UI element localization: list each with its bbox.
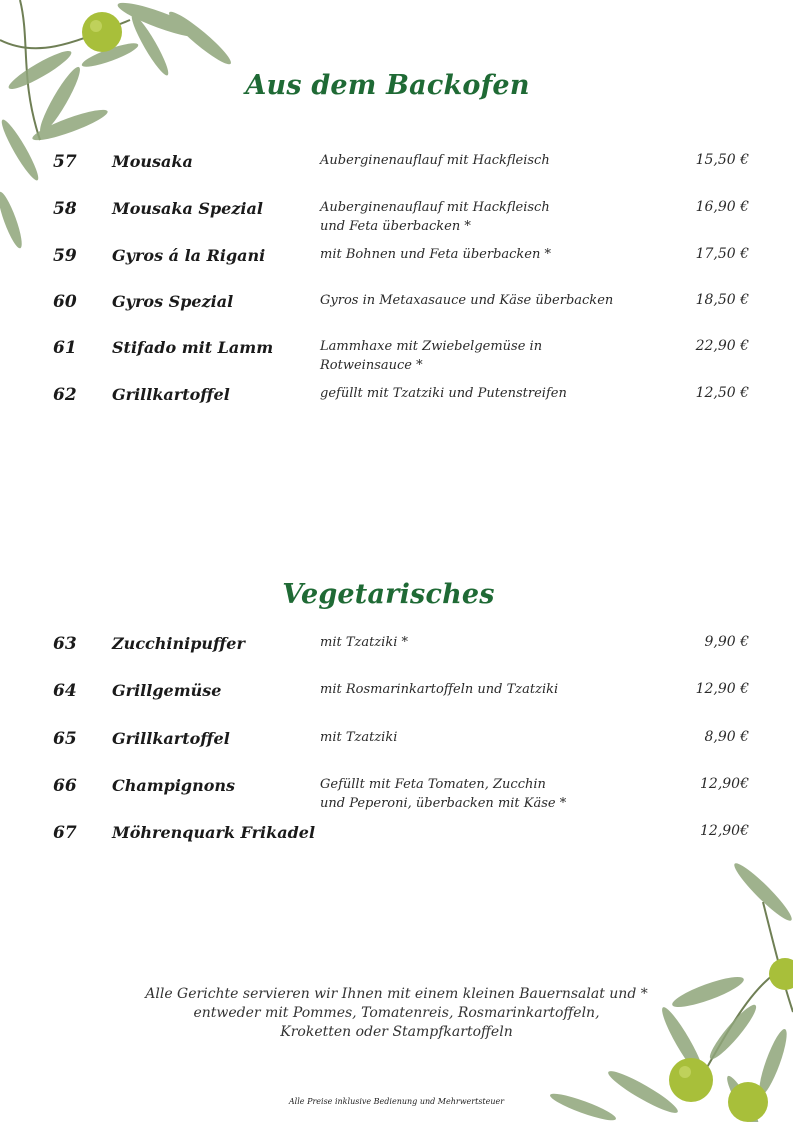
item-name: Mousaka [112,152,193,171]
item-name: Grillkartoffel [112,385,230,404]
item-price: 12,90 € [695,681,749,697]
item-name: Gyros á la Rigani [112,246,266,265]
item-number: 65 [53,729,77,749]
item-description-line2: und Peperoni, überbacken mit Käse * [320,796,567,811]
item-description: Gefüllt mit Feta Tomaten, Zucchin [320,777,546,792]
item-number: 62 [53,385,77,405]
item-number: 67 [53,823,77,843]
footnote-line: Alle Gerichte servieren wir Ihnen mit einem kleinen Bauernsalat und * [145,986,648,1002]
item-number: 63 [53,634,77,654]
footnote-line: entweder mit Pommes, Tomatenreis, Rosmarinkartoffeln, [193,1005,600,1021]
item-price: 12,90€ [700,776,749,792]
footnote-line: Kroketten oder Stampfkartoffeln [280,1024,513,1040]
item-name: Grillgemüse [112,681,222,700]
item-name: Zucchinipuffer [112,634,245,653]
item-description: mit Tzatziki [320,730,398,745]
item-number: 59 [53,246,77,266]
item-number: 64 [53,681,77,701]
item-description: gefüllt mit Tzatziki und Putenstreifen [320,386,567,401]
item-description: Auberginenauflauf mit Hackfleisch [320,200,550,215]
item-number: 60 [53,292,77,312]
item-price: 12,90€ [700,823,749,839]
item-price: 9,90 € [704,634,749,650]
item-price: 18,50 € [695,292,749,308]
item-number: 57 [53,152,77,172]
item-number: 58 [53,199,77,219]
item-name: Grillkartoffel [112,729,230,748]
item-description-line2: und Feta überbacken * [320,219,471,234]
item-description: Gyros in Metaxasauce und Käse überbacken [320,293,614,308]
item-name: Möhrenquark Frikadel [112,823,316,842]
item-name: Mousaka Spezial [112,199,263,218]
item-description: Lammhaxe mit Zwiebelgemüse in [320,339,543,354]
item-description: mit Tzatziki * [320,635,409,650]
item-price: 17,50 € [695,246,749,262]
item-name: Champignons [112,776,236,795]
item-price: 16,90 € [695,199,749,215]
item-description: Auberginenauflauf mit Hackfleisch [320,153,550,168]
section-title-backofen: Aus dem Backofen [245,70,530,101]
price-note: Alle Preise inklusive Bedienung und Mehrwertsteuer [288,1097,505,1106]
section-title-vegetarisches: Vegetarisches [282,579,495,610]
item-name: Gyros Spezial [112,292,234,311]
item-price: 12,50 € [695,385,749,401]
item-price: 15,50 € [695,152,749,168]
item-number: 61 [53,338,77,358]
item-price: 8,90 € [704,729,749,745]
item-price: 22,90 € [695,338,749,354]
item-description: mit Bohnen und Feta überbacken * [320,247,552,262]
item-description-line2: Rotweinsauce * [320,358,423,373]
item-description: mit Rosmarinkartoffeln und Tzatziki [320,682,559,697]
item-name: Stifado mit Lamm [112,338,274,357]
serving-footnote [0,985,793,1042]
item-number: 66 [53,776,77,796]
